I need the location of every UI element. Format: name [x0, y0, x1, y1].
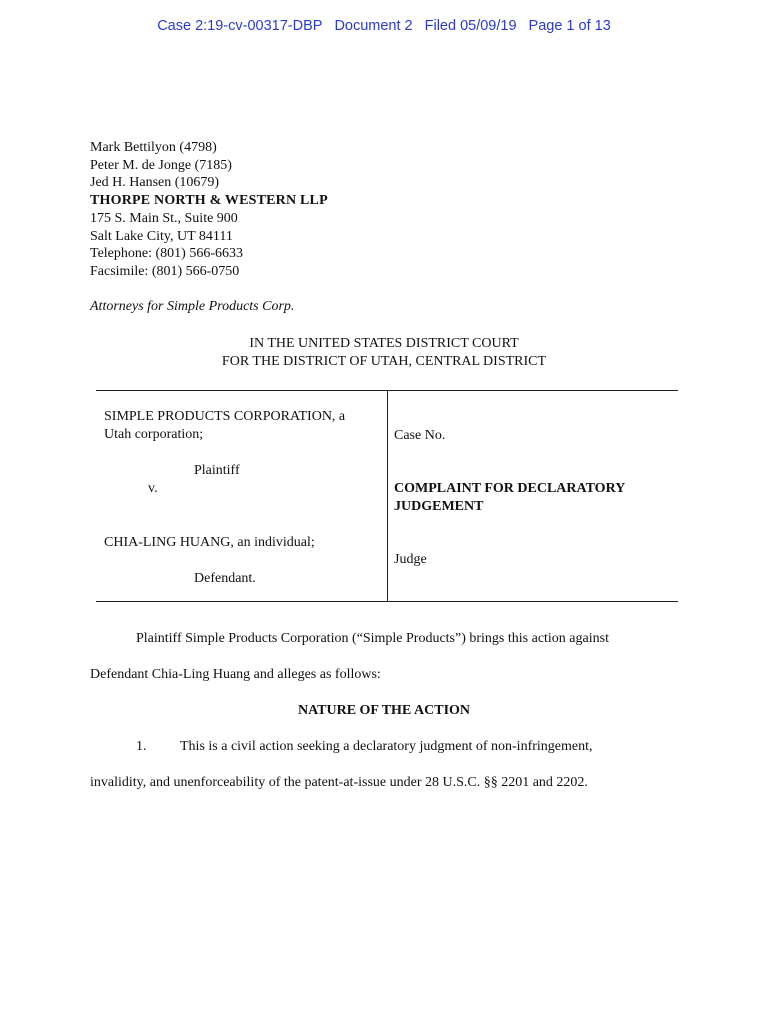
section-heading: NATURE OF THE ACTION — [297, 703, 471, 718]
ecf-document-number: Document 2 — [334, 18, 413, 34]
court-name-line: IN THE UNITED STATES DISTRICT COURT — [249, 336, 519, 351]
attorney-name: Peter M. de Jonge (7185) — [90, 157, 232, 173]
versus-label: v. — [148, 481, 158, 496]
caption-divider — [387, 391, 388, 601]
firm-address-line: 175 S. Main St., Suite 900 — [90, 210, 238, 226]
ecf-filing-header — [0, 18, 768, 34]
counsel-block — [90, 139, 328, 281]
intro-paragraph-line: Defendant Chia-Ling Huang and alleges as follows: — [90, 667, 381, 682]
attorneys-for-line: Attorneys for Simple Products Corp. — [90, 299, 295, 314]
case-caption-box — [96, 390, 678, 602]
plaintiff-role: Plaintiff — [194, 463, 240, 478]
attorney-name: Jed H. Hansen (10679) — [90, 175, 220, 191]
plaintiff-name — [104, 408, 345, 443]
firm-telephone: Telephone: (801) 566-6633 — [90, 246, 243, 262]
plaintiff-name-line: SIMPLE PRODUCTS CORPORATION, a — [104, 409, 346, 424]
paragraph-1-line: invalidity, and unenforceability of the patent-at-issue under 28 U.S.C. §§ 2201 and 2202. — [90, 775, 588, 790]
court-district-line: FOR THE DISTRICT OF UTAH, CENTRAL DISTRICT — [221, 354, 547, 369]
case-number-label: Case No. — [394, 428, 446, 443]
intro-paragraph-line: Plaintiff Simple Products Corporation (“Simple Products”) brings this action against — [136, 631, 609, 646]
paragraph-number: 1. — [136, 739, 147, 754]
attorney-name: Mark Bettilyon (4798) — [90, 140, 217, 155]
law-firm-name: THORPE NORTH & WESTERN LLP — [90, 193, 328, 209]
complaint-title-line: COMPLAINT FOR DECLARATORY — [394, 481, 626, 496]
firm-address-line: Salt Lake City, UT 84111 — [90, 228, 233, 244]
complaint-title — [394, 480, 625, 515]
ecf-filed-date: Filed 05/09/19 — [424, 18, 517, 34]
defendant-name: CHIA-LING HUANG, an individual; — [104, 535, 315, 550]
defendant-role: Defendant. — [194, 571, 256, 586]
complaint-title-line: JUDGEMENT — [394, 498, 484, 514]
ecf-case-number: Case 2:19-cv-00317-DBP — [157, 18, 323, 34]
firm-facsimile: Facsimile: (801) 566-0750 — [90, 263, 240, 279]
ecf-page-number: Page 1 of 13 — [528, 18, 611, 34]
judge-label: Judge — [394, 552, 427, 567]
paragraph-1-line: This is a civil action seeking a declaratory judgment of non-infringement, — [180, 739, 593, 754]
plaintiff-name-line: Utah corporation; — [104, 426, 204, 442]
court-heading — [0, 335, 768, 371]
